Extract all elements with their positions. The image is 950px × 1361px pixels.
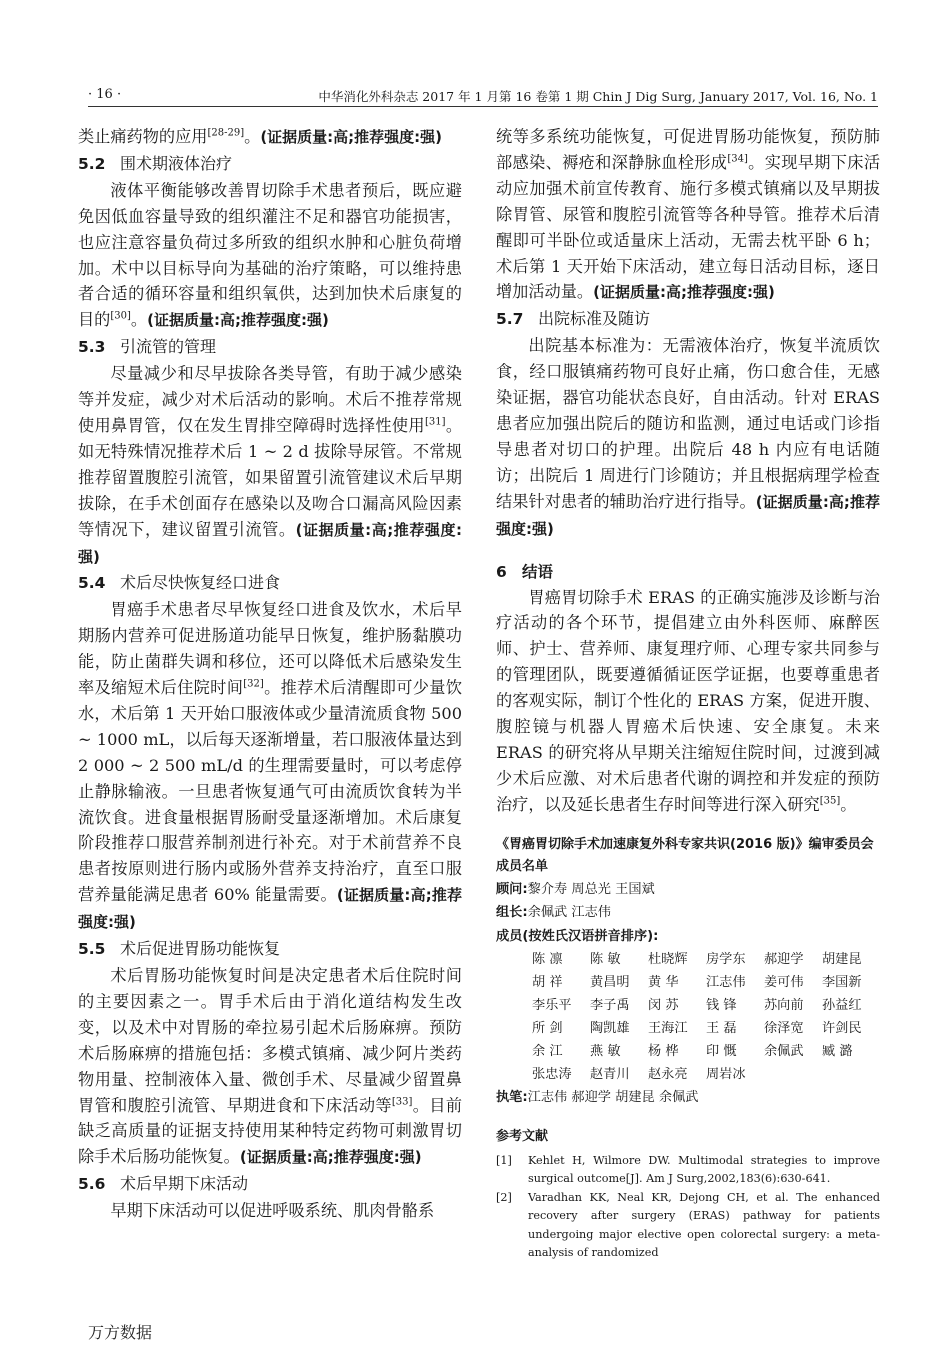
committee-member: 钱 锋 [706, 998, 737, 1014]
section-heading-5-5: 5.5 术后促进胃肠功能恢复 [78, 939, 281, 959]
members-grid [532, 948, 880, 1086]
committee-member: 姜可伟 [764, 975, 804, 991]
committee-member: 苏向前 [764, 998, 804, 1014]
page-header [88, 85, 878, 107]
committee-member: 房学东 [706, 952, 746, 968]
section-heading-5-3: 5.3 引流管的管理 [78, 337, 217, 357]
committee-member: 黄 华 [648, 975, 679, 991]
journal-running-head: 中华消化外科杂志 2017 年 1 月第 16 卷第 1 期 Chin J Dig Surg, January 2017, Vol. 16, No. 1 [318, 89, 878, 104]
committee-member: 孙益红 [822, 998, 862, 1014]
section-heading-5-6: 5.6 术后早期下床活动 [78, 1174, 249, 1194]
reference-item: [1] Kehlet H, Wilmore DW. Multimodal strategies to improve surgical outcome[J]. Am J Surg,2002,183(6):630-641. [496, 1153, 880, 1186]
members-label: 成员(按姓氏汉语拼音排序): [496, 928, 659, 944]
left-column [78, 124, 462, 1224]
citation: [31] [424, 416, 446, 428]
evidence-rating: (证据质量:高;推荐强度:强) [496, 492, 880, 538]
committee-member: 许剑民 [822, 1021, 862, 1037]
evidence-rating: (证据质量:高;推荐强度:强) [593, 283, 775, 302]
committee-member: 赵青川 [590, 1067, 630, 1083]
right-column [496, 124, 880, 1263]
evidence-rating: (证据质量:高;推荐强度:强) [78, 886, 462, 932]
committee-list [496, 834, 880, 1110]
committee-member: 郝迎学 [764, 952, 804, 968]
committee-member: 陈 敏 [590, 952, 621, 968]
committee-member: 黄昌明 [590, 975, 630, 991]
section-heading-6: 6 结语 [496, 562, 554, 581]
committee-member: 周岩冰 [706, 1067, 746, 1083]
evidence-rating: (证据质量:高;推荐强度:强) [239, 1148, 422, 1167]
paragraph-fluid-therapy: 液体平衡能够改善胃切除手术患者预后，既应避免因低血容量导致的组织灌注不足和器官功能损害，也应注意容量负荷过多所致的组织水肿和心脏负荷增加。术中以目标导向为基础的治疗策略，可以维持患者合适的循环容量和组织氧供，达到加快术后康复的目的[30]。(证据质量:高;推荐强度:强) [78, 180, 462, 330]
committee-member: 李国新 [822, 975, 862, 991]
committee-member: 杨 桦 [648, 1044, 679, 1060]
advisors-line: 顾问:黎介寿 周总光 王国斌 [496, 881, 655, 897]
committee-member: 余佩武 [764, 1044, 804, 1060]
citation: [28-29] [207, 127, 245, 139]
committee-member: 杜晓辉 [648, 952, 688, 968]
leaders-line: 组长:余佩武 江志伟 [496, 905, 611, 921]
citation: [33] [391, 1096, 413, 1108]
committee-member: 陈 凛 [532, 952, 563, 968]
citation: [32] [243, 678, 264, 690]
committee-member: 李乐平 [532, 998, 572, 1014]
reference-item: [2] Varadhan KK, Neal KR, Dejong CH, et al. The enhanced recovery after surgery (ERAS) pathway for patients undergoing major elective open colorectal surgery: a meta-analysis of randomized [496, 1190, 880, 1260]
committee-member: 陶凯雄 [590, 1021, 630, 1037]
committee-member: 李子禹 [590, 998, 630, 1014]
paragraph-gi-recovery: 术后胃肠功能恢复时间是决定患者术后住院时间的主要因素之一。胃手术后由于消化道结构发生改变，以及术中对胃肠的牵拉易引起术后肠麻痹。预防术后肠麻痹的措施包括：多模式镇痛、减少阿片类药物用量、控制液体入量、微创手术、尽量减少留置鼻胃管和腹腔引流管、早期进食和下床活动等[33]。目前缺乏高质量的证据支持使用某种特定药物可刺激胃切除手术后肠功能恢复。(证据质量:高;推荐强度:强) [78, 966, 463, 1167]
committee-member: 闵 苏 [648, 998, 679, 1014]
citation: [35] [819, 795, 841, 807]
committee-member: 张忠涛 [532, 1067, 572, 1083]
committee-member: 江志伟 [706, 975, 746, 991]
committee-member: 臧 潞 [822, 1044, 853, 1060]
paragraph-discharge: 出院基本标准为：无需液体治疗，恢复半流质饮食，经口服镇痛药物可良好止痛，伤口愈合佳，无感染证据，器官功能状态良好，自由活动。针对 ERAS 患者应加强出院后的随访和监测，通过电话或门诊指导患者对切口的护理。出院后 48 h 内应有电话随访；出院后 1 周进行门诊随访；并且根据病理学检查结果针对患者的辅助治疗进行指导。(证据质量:高;推荐强度:强) [496, 336, 880, 538]
references-heading: 参考文献 [496, 1128, 549, 1144]
paragraph-ambulation: 早期下床活动可以促进呼吸系统、肌肉骨骼系 [110, 1201, 435, 1221]
header-rule [88, 106, 878, 107]
evidence-rating: (证据质量:高;推荐强度:强) [260, 128, 443, 146]
committee-member: 胡建昆 [822, 952, 862, 968]
citation: [34] [727, 153, 748, 165]
watermark: 万方数据 [88, 1323, 153, 1342]
committee-member: 赵永亮 [648, 1067, 688, 1083]
section-heading-5-7: 5.7 出院标准及随访 [496, 309, 651, 329]
committee-member: 王海江 [648, 1021, 688, 1037]
references [496, 1126, 880, 1263]
paragraph-ambulation-continued: 统等多系统功能恢复，可促进胃肠功能恢复，预防肺部感染、褥疮和深静脉血栓形成[34]。实现早期下床活动应加强术前宣传教育、施行多模式镇痛以及早期拔除胃管、尿管和腹腔引流管等各种导管。推荐术后清醒即可半卧位或适量床上活动，无需去枕平卧 6 h；术后第 1 天开始下床活动，建立每日活动目标，逐日增加活动量。(证据质量:高;推荐强度:强) [496, 127, 881, 302]
section-heading-5-4: 5.4 术后尽快恢复经口进食 [78, 573, 281, 593]
committee-member: 王 磊 [706, 1021, 737, 1037]
committee-member: 徐泽宽 [764, 1021, 804, 1037]
committee-member: 余 江 [532, 1044, 563, 1060]
committee-member: 胡 祥 [532, 975, 563, 991]
paragraph-drainage: 尽量减少和尽早拔除各类导管，有助于减少感染等并发症，减少对术后活动的影响。术后不推荐常规使用鼻胃管，仅在发生胃排空障碍时选择性使用[31]。如无特殊情况推荐术后 1 ~ 2 d 拔除导尿管。不常规推荐留置腹腔引流管，如果留置引流管建议术后早期拔除，在手术创面存在感染以及吻合口漏高风险因素等情况下，建议留置引流管。(证据质量:高;推荐强度:强) [78, 364, 463, 566]
committee-member: 所 剑 [532, 1021, 563, 1037]
paragraph-analgesics: 类止痛药物的应用[28-29]。(证据质量:高;推荐强度:强) [78, 127, 443, 146]
evidence-rating: (证据质量:高;推荐强度:强) [147, 311, 329, 330]
paragraph-conclusion: 胃癌胃切除手术 ERAS 的正确实施涉及诊断与治疗活动的各个环节，提倡建立由外科医师、麻醉医师、护士、营养师、康复理疗师、心理专家共同参与的管理团队，既要遵循循证医学证据，也要尊重患者的客观实际，制订个性化的 ERAS 方案，促进开腹、腹腔镜与机器人胃癌术后快速、安全康复。未来 ERAS 的研究将从早期关注缩短住院时间，过渡到减少术后应激、对术后患者代谢的调控和并发症的预防治疗，以及延长患者生存时间等进行深入研究[35]。 [496, 587, 880, 814]
committee-heading: 《胃癌胃切除手术加速康复外科专家共识(2016 版)》编审委员会成员名单 [496, 836, 874, 874]
paragraph-oral-feeding: 胃癌手术患者尽早恢复经口进食及饮水，术后早期肠内营养可促进肠道功能早日恢复，维护肠黏膜功能，防止菌群失调和移位，还可以降低术后感染发生率及缩短术后住院时间[32]。推荐术后清醒即可少量饮水，术后第 1 天开始口服液体或少量清流质食物 500 ~ 1000 mL，以后每天逐渐增量，若口服液体量达到 2 000 ~ 2 500 mL/d 的生理需要量时，可以考虑停止静脉输液。一旦患者恢复通气可由流质饮食转为半流饮食。进食量根据胃肠耐受量逐渐增加。术后康复阶段推荐口服营养制剂进行补充。对于术前营养不良患者按原则进行肠内或肠外营养支持治疗，直至口服营养量能满足患者 60% 能量需要。(证据质量:高;推荐强度:强) [78, 600, 463, 932]
page-number: · 16 · [88, 87, 122, 102]
evidence-rating: (证据质量:高;推荐强度:强) [78, 520, 462, 566]
citation: [30] [110, 310, 131, 322]
section-heading-5-2: 5.2 围术期液体治疗 [78, 153, 233, 173]
committee-member: 印 慨 [706, 1044, 737, 1060]
writers-line: 执笔:江志伟 郝迎学 胡建昆 余佩武 [496, 1090, 699, 1106]
committee-member: 燕 敏 [590, 1044, 621, 1060]
